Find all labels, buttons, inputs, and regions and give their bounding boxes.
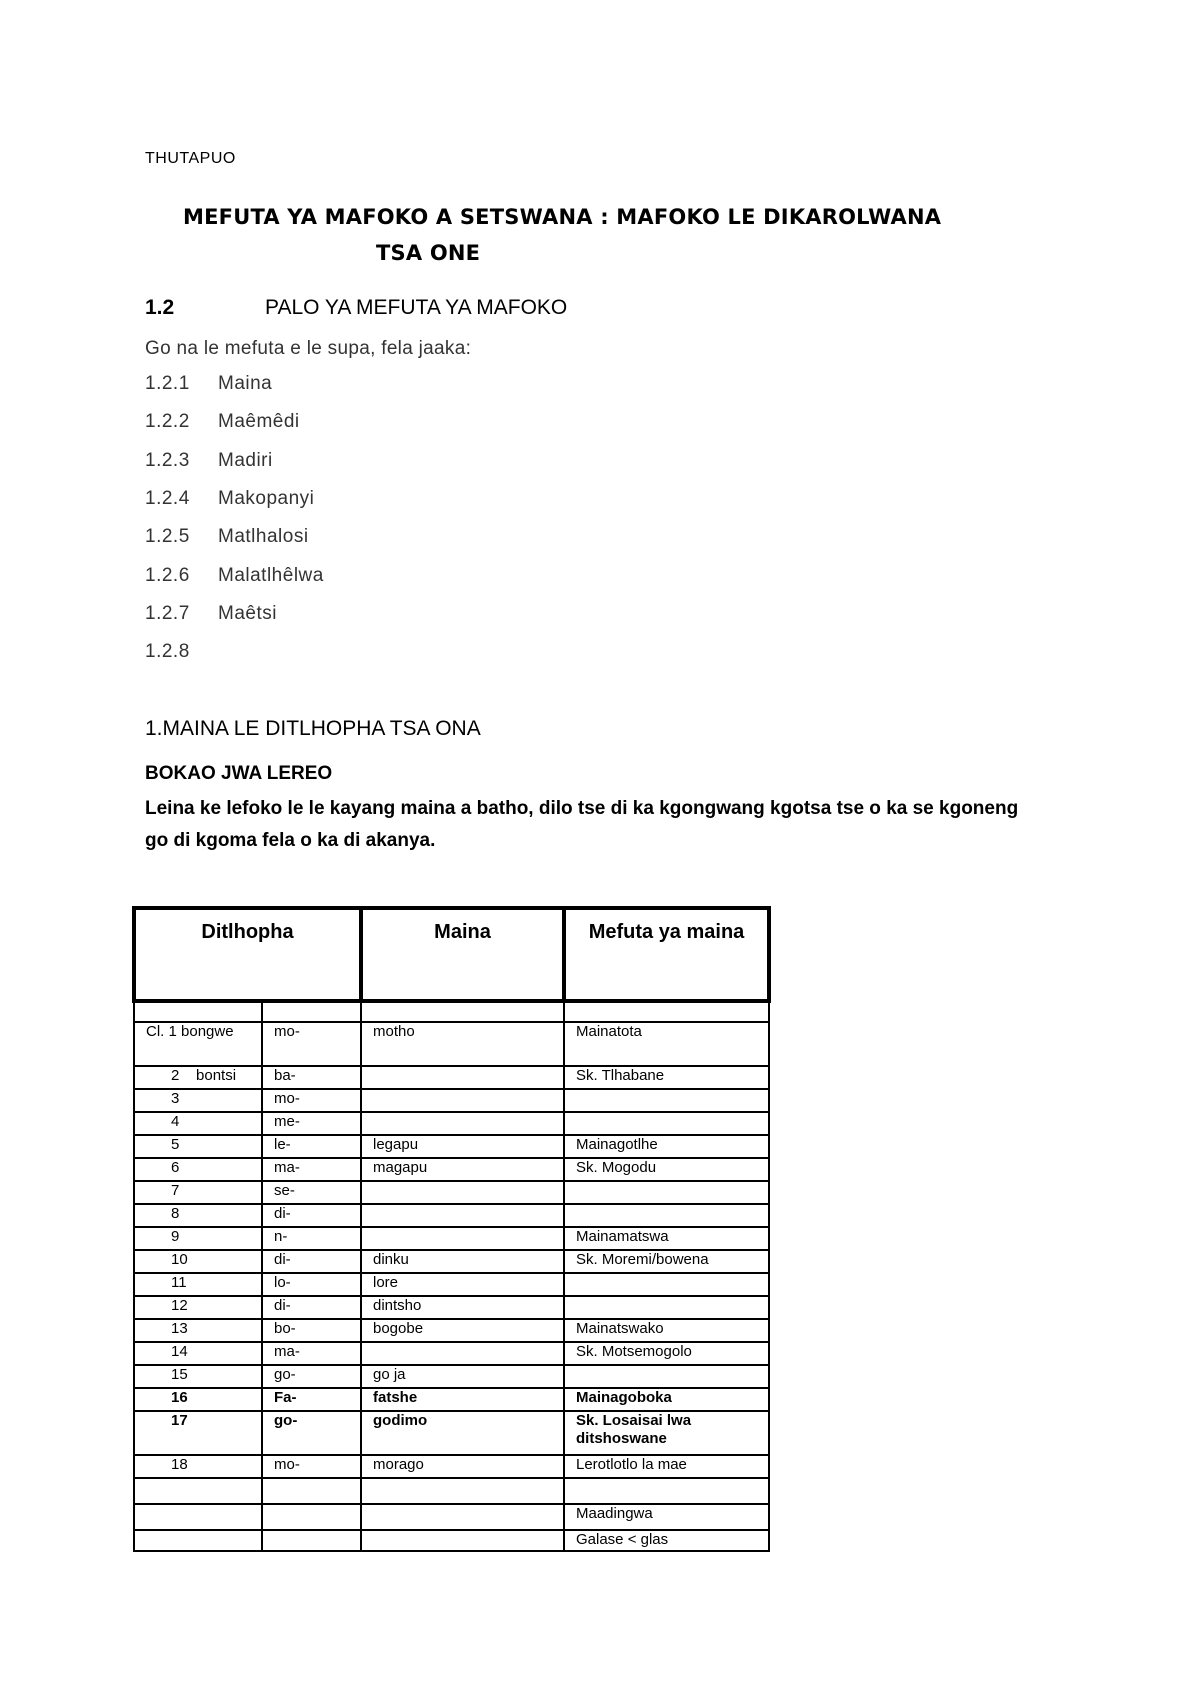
prefix-cell: le-	[262, 1135, 361, 1158]
prefix-cell: di-	[262, 1250, 361, 1273]
class-cell: 13	[134, 1319, 262, 1342]
noun-cell	[361, 1204, 564, 1227]
prefix-cell: go-	[262, 1365, 361, 1388]
list-item-number: 1.2.2	[145, 411, 190, 432]
type-cell	[564, 1365, 769, 1388]
type-cell: Sk. Motsemogolo	[564, 1342, 769, 1365]
prefix-cell: mo-	[262, 1089, 361, 1112]
definition-label: BOKAO JWA LEREO	[145, 763, 333, 784]
type-cell: Sk. Tlhabane	[564, 1066, 769, 1089]
table-body	[134, 1001, 769, 1551]
class-cell	[134, 1001, 262, 1022]
header-mefuta: Mefuta ya maina	[564, 908, 769, 1001]
noun-cell: godimo	[361, 1411, 564, 1455]
class-cell: 16	[134, 1388, 262, 1411]
noun-cell: morago	[361, 1455, 564, 1478]
noun-cell: go ja	[361, 1365, 564, 1388]
prefix-cell: se-	[262, 1181, 361, 1204]
table-row	[134, 1181, 769, 1204]
type-cell	[564, 1112, 769, 1135]
type-cell: Mainamatswa	[564, 1227, 769, 1250]
class-cell: 9	[134, 1227, 262, 1250]
list-item	[145, 603, 277, 625]
list-item	[145, 450, 273, 472]
prefix-cell: mo-	[262, 1455, 361, 1478]
class-cell	[134, 1478, 262, 1504]
class-cell: 11	[134, 1273, 262, 1296]
definition-text: Leina ke lefoko le le kayang maina a batho, dilo tse di ka kgongwang kgotsa tse o ka se kgoneng go di kgoma fela o ka di akanya.	[145, 798, 1019, 851]
list-item	[145, 641, 218, 663]
table-row	[134, 1135, 769, 1158]
noun-class-table	[132, 906, 771, 1552]
header-maina: Maina	[361, 908, 564, 1001]
subsection-title	[145, 717, 481, 741]
type-cell	[564, 1273, 769, 1296]
prefix-cell: ba-	[262, 1066, 361, 1089]
type-cell: Mainagotlhe	[564, 1135, 769, 1158]
document-title-line-2: TSA ONE	[376, 241, 481, 265]
table-row	[134, 1227, 769, 1250]
section-heading: PALO YA MEFUTA YA MAFOKO	[265, 296, 568, 319]
list-item-label: Maêmêdi	[218, 411, 300, 432]
table-row	[134, 1455, 769, 1478]
table-row	[134, 1411, 769, 1455]
header-ditlhopha: Ditlhopha	[134, 908, 361, 1001]
list-item-label: Matlhalosi	[218, 526, 309, 547]
class-cell: 2 bontsi	[134, 1066, 262, 1089]
document-header-label: THUTAPUO	[145, 150, 236, 167]
list-item-label: Maina	[218, 373, 273, 394]
prefix-cell	[262, 1530, 361, 1551]
class-cell: 7	[134, 1181, 262, 1204]
noun-cell	[361, 1530, 564, 1551]
type-cell: Mainatswako	[564, 1319, 769, 1342]
table-row	[134, 1296, 769, 1319]
type-cell: Sk. Mogodu	[564, 1158, 769, 1181]
prefix-cell: n-	[262, 1227, 361, 1250]
class-cell: 10	[134, 1250, 262, 1273]
table-header-row	[134, 908, 769, 1001]
list-item	[145, 565, 324, 587]
list-item-number: 1.2.1	[145, 373, 190, 394]
list-item-number: 1.2.5	[145, 526, 190, 547]
type-cell: Mainatota	[564, 1022, 769, 1066]
class-cell: 14	[134, 1342, 262, 1365]
prefix-cell	[262, 1504, 361, 1530]
type-cell	[564, 1001, 769, 1022]
table-row	[134, 1112, 769, 1135]
noun-cell	[361, 1066, 564, 1089]
class-cell: 17	[134, 1411, 262, 1455]
prefix-cell: ma-	[262, 1342, 361, 1365]
prefix-cell: Fa-	[262, 1388, 361, 1411]
list-item-label: Madiri	[218, 450, 273, 471]
noun-cell: lore	[361, 1273, 564, 1296]
list-item-label: Maêtsi	[218, 603, 277, 624]
table-row	[134, 1504, 769, 1530]
prefix-cell: me-	[262, 1112, 361, 1135]
class-cell: 12	[134, 1296, 262, 1319]
table-row	[134, 1342, 769, 1365]
type-cell	[564, 1296, 769, 1319]
prefix-cell: di-	[262, 1204, 361, 1227]
prefix-cell: ma-	[262, 1158, 361, 1181]
list-item	[145, 488, 314, 510]
noun-cell	[361, 1089, 564, 1112]
noun-cell	[361, 1504, 564, 1530]
list-item-number: 1.2.7	[145, 603, 190, 624]
class-cell: Cl. 1 bongwe	[134, 1022, 262, 1066]
subsection-title-text: MAINA LE DITLHOPHA TSA ONA	[162, 717, 481, 740]
list-item-label: Malatlhêlwa	[218, 565, 324, 586]
list-item	[145, 526, 309, 548]
noun-cell: motho	[361, 1022, 564, 1066]
type-cell: Sk. Moremi/bowena	[564, 1250, 769, 1273]
table-row	[134, 1478, 769, 1504]
class-cell: 4	[134, 1112, 262, 1135]
table-row	[134, 1066, 769, 1089]
type-cell	[564, 1181, 769, 1204]
table-row	[134, 1158, 769, 1181]
type-cell: Mainagoboka	[564, 1388, 769, 1411]
subsection-number: 1.	[145, 717, 163, 740]
class-cell	[134, 1530, 262, 1551]
class-cell: 5	[134, 1135, 262, 1158]
noun-cell: dinku	[361, 1250, 564, 1273]
noun-cell	[361, 1181, 564, 1204]
noun-cell	[361, 1478, 564, 1504]
prefix-cell: mo-	[262, 1022, 361, 1066]
table-row	[134, 1319, 769, 1342]
list-item-label: Makopanyi	[218, 488, 315, 509]
table-row	[134, 1250, 769, 1273]
list-item-number: 1.2.8	[145, 641, 190, 662]
document-title-line-1: MEFUTA YA MAFOKO A SETSWANA : MAFOKO LE DIKAROLWANA	[183, 205, 942, 229]
noun-cell	[361, 1001, 564, 1022]
section-intro: Go na le mefuta e le supa, fela jaaka:	[145, 338, 472, 359]
noun-cell: magapu	[361, 1158, 564, 1181]
prefix-cell	[262, 1478, 361, 1504]
noun-cell	[361, 1112, 564, 1135]
type-cell: Galase < glas	[564, 1530, 769, 1551]
class-cell: 15	[134, 1365, 262, 1388]
class-cell	[134, 1504, 262, 1530]
prefix-cell	[262, 1001, 361, 1022]
table-row	[134, 1089, 769, 1112]
class-cell: 18	[134, 1455, 262, 1478]
list-item-number: 1.2.3	[145, 450, 190, 471]
type-cell: Maadingwa	[564, 1504, 769, 1530]
list-item-number: 1.2.6	[145, 565, 190, 586]
noun-cell	[361, 1342, 564, 1365]
table-row	[134, 1273, 769, 1296]
noun-cell: fatshe	[361, 1388, 564, 1411]
prefix-cell: lo-	[262, 1273, 361, 1296]
type-cell	[564, 1089, 769, 1112]
prefix-cell: di-	[262, 1296, 361, 1319]
table-row	[134, 1365, 769, 1388]
list-item	[145, 373, 272, 395]
list-item-number: 1.2.4	[145, 488, 190, 509]
type-cell	[564, 1478, 769, 1504]
prefix-cell: bo-	[262, 1319, 361, 1342]
table-row	[134, 1001, 769, 1022]
table-row	[134, 1204, 769, 1227]
noun-cell: dintsho	[361, 1296, 564, 1319]
class-cell: 6	[134, 1158, 262, 1181]
list-item	[145, 411, 300, 433]
noun-cell: bogobe	[361, 1319, 564, 1342]
table-row	[134, 1388, 769, 1411]
class-cell: 8	[134, 1204, 262, 1227]
noun-cell	[361, 1227, 564, 1250]
type-cell: Sk. Losaisai lwa ditshoswane	[564, 1411, 769, 1455]
table-row	[134, 1530, 769, 1551]
table-row	[134, 1022, 769, 1066]
type-cell	[564, 1204, 769, 1227]
prefix-cell: go-	[262, 1411, 361, 1455]
noun-cell: legapu	[361, 1135, 564, 1158]
type-cell: Lerotlotlo la mae	[564, 1455, 769, 1478]
section-number: 1.2	[145, 296, 175, 319]
class-cell: 3	[134, 1089, 262, 1112]
